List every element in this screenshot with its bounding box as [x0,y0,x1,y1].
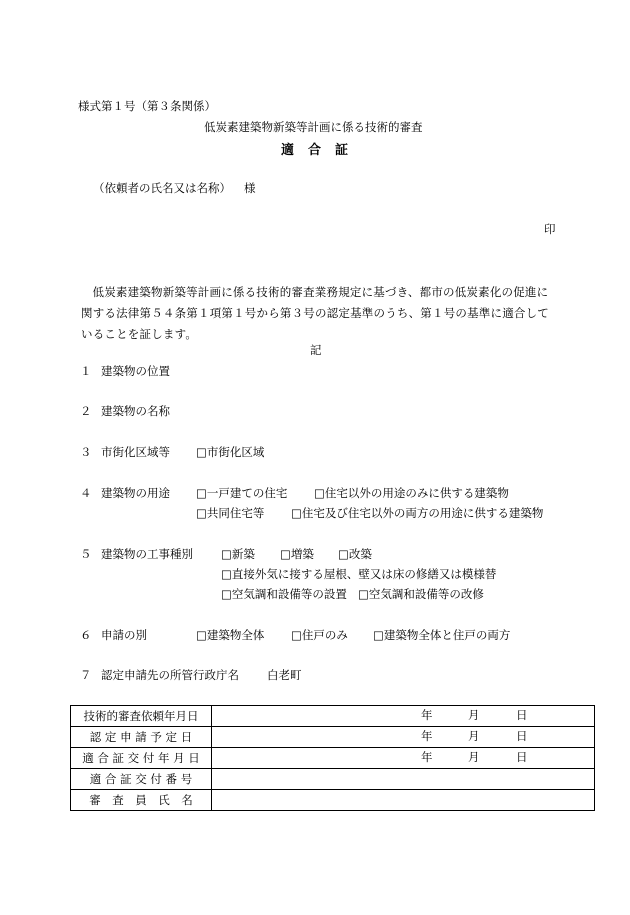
day-unit: 日 [516,750,528,764]
table-row [71,790,595,811]
day-unit: 日 [516,708,528,722]
checkbox-mixed-use[interactable]: □住宅及び住宅以外の両方の用途に供する建築物 [291,506,544,520]
row-label: 審 査 員 氏 名 [71,790,212,811]
document-title: 適 合 証 [281,143,349,158]
item-label-administrative-agency: 認定申請先の所管行政庁名 [101,668,239,682]
table-row [71,727,595,748]
item-label-building-use: 建築物の用途 [101,486,170,500]
item-number: ７ [80,668,92,682]
checkbox-extension[interactable]: □増築 [280,547,314,561]
month-unit: 月 [468,708,480,722]
review-info-table [70,705,595,811]
checkbox-detached-house[interactable]: □一戸建ての住宅 [196,486,288,500]
item-number: ６ [80,628,92,642]
item-number: ２ [80,404,92,418]
day-unit: 日 [516,729,528,743]
checkbox-hvac-renovation[interactable]: □空気調和設備等の改修 [358,587,484,601]
seal-mark: 印 [544,222,556,236]
year-unit: 年 [421,729,433,743]
item-number: ５ [80,547,92,561]
row-label: 技術的審査依頼年月日 [71,706,212,727]
date-field[interactable] [212,748,595,769]
certificate-number-field[interactable] [212,769,595,790]
addressee-label: （依頼者の氏名又は名称） [93,181,231,195]
checkbox-hvac-installation[interactable]: □空気調和設備等の設置 [221,587,347,601]
table-row [71,769,595,790]
checkbox-whole-building[interactable]: □建築物全体 [196,628,265,642]
table-row [71,706,595,727]
administrative-agency-value: 白老町 [267,668,302,682]
checkbox-reconstruction[interactable]: □改築 [338,547,372,561]
checkbox-non-residential[interactable]: □住宅以外の用途のみに供する建築物 [314,486,509,500]
item-label-urbanization-area: 市街化区域等 [101,445,170,459]
checkbox-apartment[interactable]: □共同住宅等 [196,506,265,520]
item-label-building-name: 建築物の名称 [101,404,170,418]
row-label: 適 合 証 交 付 番 号 [71,769,212,790]
item-label-building-location: 建築物の位置 [101,364,170,378]
checkbox-urbanization-area[interactable]: □市街化区域 [196,445,265,459]
checkbox-both[interactable]: □建築物全体と住戸の両方 [373,628,511,642]
form-number: 様式第１号（第３条関係） [78,99,216,113]
date-field[interactable] [212,706,595,727]
row-label: 認 定 申 請 予 定 日 [71,727,212,748]
item-label-construction-type: 建築物の工事種別 [101,547,193,561]
item-number: １ [80,364,92,378]
item-number: ４ [80,486,92,500]
item-number: ３ [80,445,92,459]
month-unit: 月 [468,750,480,764]
reviewer-name-field[interactable] [212,790,595,811]
year-unit: 年 [421,750,433,764]
document-subtitle: 低炭素建築物新築等計画に係る技術的審査 [204,120,423,134]
ki-heading: 記 [310,343,322,357]
addressee-honorific: 様 [244,181,256,195]
checkbox-dwelling-only[interactable]: □住戸のみ [291,628,348,642]
certification-text: 低炭素建築物新築等計画に係る技術的審査業務規定に基づき、都市の低炭素化の促進に関する法律第５４条第１項第１号から第３号の認定基準のうち、第１号の基準に適合していることを証します。 [81,285,549,341]
month-unit: 月 [468,729,480,743]
checkbox-new-construction[interactable]: □新築 [221,547,255,561]
date-field[interactable] [212,727,595,748]
table-row [71,748,595,769]
item-label-application-type: 申請の別 [101,628,147,642]
checkbox-envelope-repair[interactable]: □直接外気に接する屋根、壁又は床の修繕又は模様替 [221,567,497,581]
year-unit: 年 [421,708,433,722]
row-label: 適 合 証 交 付 年 月 日 [71,748,212,769]
